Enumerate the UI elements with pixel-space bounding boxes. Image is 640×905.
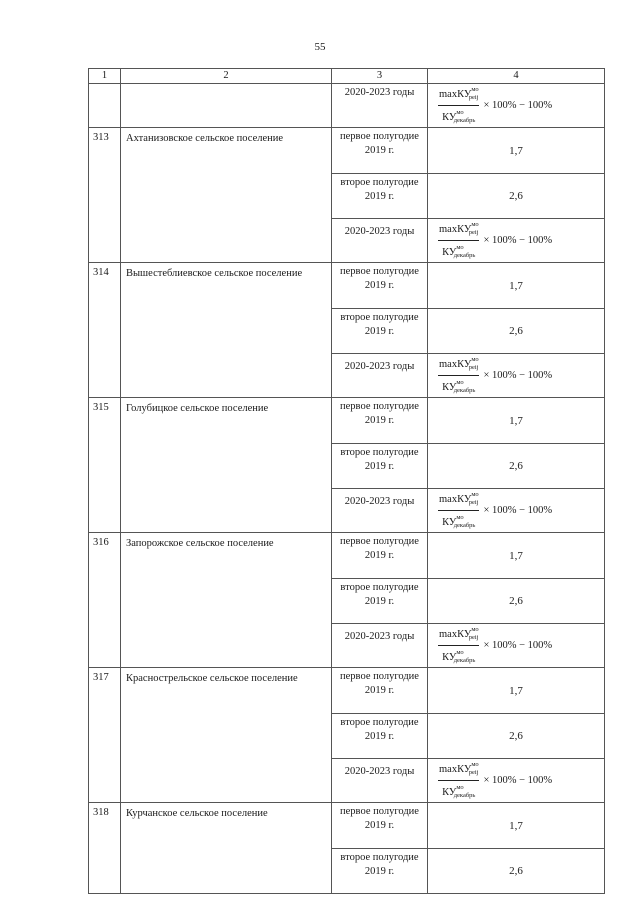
settlement-name-cell: Запорожское сельское поселение bbox=[121, 533, 332, 668]
period-cell: первое полугодие 2019 г. bbox=[332, 668, 428, 714]
formula-cell bbox=[428, 489, 605, 533]
table-row bbox=[89, 803, 605, 849]
growth-formula: $\frac{\max КУ^{мо}_{peij}}{КУ^{мо}_{декабрь}}$ × 100% − 100% bbox=[439, 491, 553, 529]
page-number: 55 bbox=[314, 41, 326, 53]
formula-cell bbox=[428, 84, 605, 128]
period-cell: первое полугодие 2019 г. bbox=[332, 263, 428, 309]
period-cell: второе полугодие 2019 г. bbox=[332, 579, 428, 624]
table-row bbox=[89, 668, 605, 714]
settlement-name-cell: Краснострельское сельское поселение bbox=[121, 668, 332, 803]
period-cell: второе полугодие 2019 г. bbox=[332, 714, 428, 759]
table-row bbox=[89, 128, 605, 174]
row-number-cell bbox=[89, 84, 121, 128]
growth-formula: $\frac{\max КУ^{мо}_{peij}}{КУ^{мо}_{декабрь}}$ × 100% − 100% bbox=[439, 761, 553, 799]
coefficient-cell: 2,6 bbox=[428, 849, 605, 894]
row-number-cell: 315 bbox=[89, 398, 121, 533]
period-cell: 2020-2023 годы bbox=[332, 759, 428, 803]
table-row bbox=[89, 263, 605, 309]
coefficient-cell: 1,7 bbox=[428, 263, 605, 309]
settlement-name-cell: Голубицкое сельское поселение bbox=[121, 398, 332, 533]
period-cell: 2020-2023 годы bbox=[332, 219, 428, 263]
column-header: 3 bbox=[332, 69, 428, 84]
column-header: 1 bbox=[89, 69, 121, 84]
period-cell: 2020-2023 годы bbox=[332, 84, 428, 128]
period-cell: первое полугодие 2019 г. bbox=[332, 398, 428, 444]
coefficient-cell: 2,6 bbox=[428, 714, 605, 759]
coefficient-cell: 1,7 bbox=[428, 803, 605, 849]
period-cell: первое полугодие 2019 г. bbox=[332, 533, 428, 579]
formula-cell bbox=[428, 219, 605, 263]
period-cell: второе полугодие 2019 г. bbox=[332, 849, 428, 894]
growth-formula: $\frac{\max КУ^{мо}_{peij}}{КУ^{мо}_{декабрь}}$ × 100% − 100% bbox=[439, 86, 553, 124]
coefficient-cell: 2,6 bbox=[428, 579, 605, 624]
growth-formula: $\frac{\max КУ^{мо}_{peij}}{КУ^{мо}_{декабрь}}$ × 100% − 100% bbox=[439, 626, 553, 664]
coefficient-cell: 1,7 bbox=[428, 533, 605, 579]
coefficient-cell: 1,7 bbox=[428, 398, 605, 444]
coefficient-cell: 2,6 bbox=[428, 444, 605, 489]
period-cell: 2020-2023 годы bbox=[332, 354, 428, 398]
row-number-cell: 313 bbox=[89, 128, 121, 263]
period-cell: второе полугодие 2019 г. bbox=[332, 444, 428, 489]
column-header: 4 bbox=[428, 69, 605, 84]
period-cell: 2020-2023 годы bbox=[332, 489, 428, 533]
growth-formula: $\frac{\max КУ^{мо}_{peij}}{КУ^{мо}_{декабрь}}$ × 100% − 100% bbox=[439, 221, 553, 259]
settlement-name-cell: Вышестеблиевское сельское поселение bbox=[121, 263, 332, 398]
formula-cell bbox=[428, 759, 605, 803]
table-header-row bbox=[89, 69, 605, 84]
row-number-cell: 314 bbox=[89, 263, 121, 398]
settlement-name-cell: Ахтанизовское сельское поселение bbox=[121, 128, 332, 263]
table-row bbox=[89, 398, 605, 444]
formula-cell bbox=[428, 354, 605, 398]
period-cell: второе полугодие 2019 г. bbox=[332, 174, 428, 219]
coefficient-cell: 1,7 bbox=[428, 668, 605, 714]
tariff-table bbox=[88, 68, 605, 894]
continuation-row bbox=[89, 84, 605, 128]
growth-formula: $\frac{\max КУ^{мо}_{peij}}{КУ^{мо}_{декабрь}}$ × 100% − 100% bbox=[439, 356, 553, 394]
row-number-cell: 316 bbox=[89, 533, 121, 668]
settlement-name-cell bbox=[121, 84, 332, 128]
settlement-name-cell: Курчанское сельское поселение bbox=[121, 803, 332, 894]
period-cell: первое полугодие 2019 г. bbox=[332, 803, 428, 849]
coefficient-cell: 2,6 bbox=[428, 174, 605, 219]
coefficient-cell: 2,6 bbox=[428, 309, 605, 354]
formula-cell bbox=[428, 624, 605, 668]
period-cell: второе полугодие 2019 г. bbox=[332, 309, 428, 354]
column-header: 2 bbox=[121, 69, 332, 84]
row-number-cell: 317 bbox=[89, 668, 121, 803]
table-row bbox=[89, 533, 605, 579]
coefficient-cell: 1,7 bbox=[428, 128, 605, 174]
period-cell: 2020-2023 годы bbox=[332, 624, 428, 668]
period-cell: первое полугодие 2019 г. bbox=[332, 128, 428, 174]
row-number-cell: 318 bbox=[89, 803, 121, 894]
